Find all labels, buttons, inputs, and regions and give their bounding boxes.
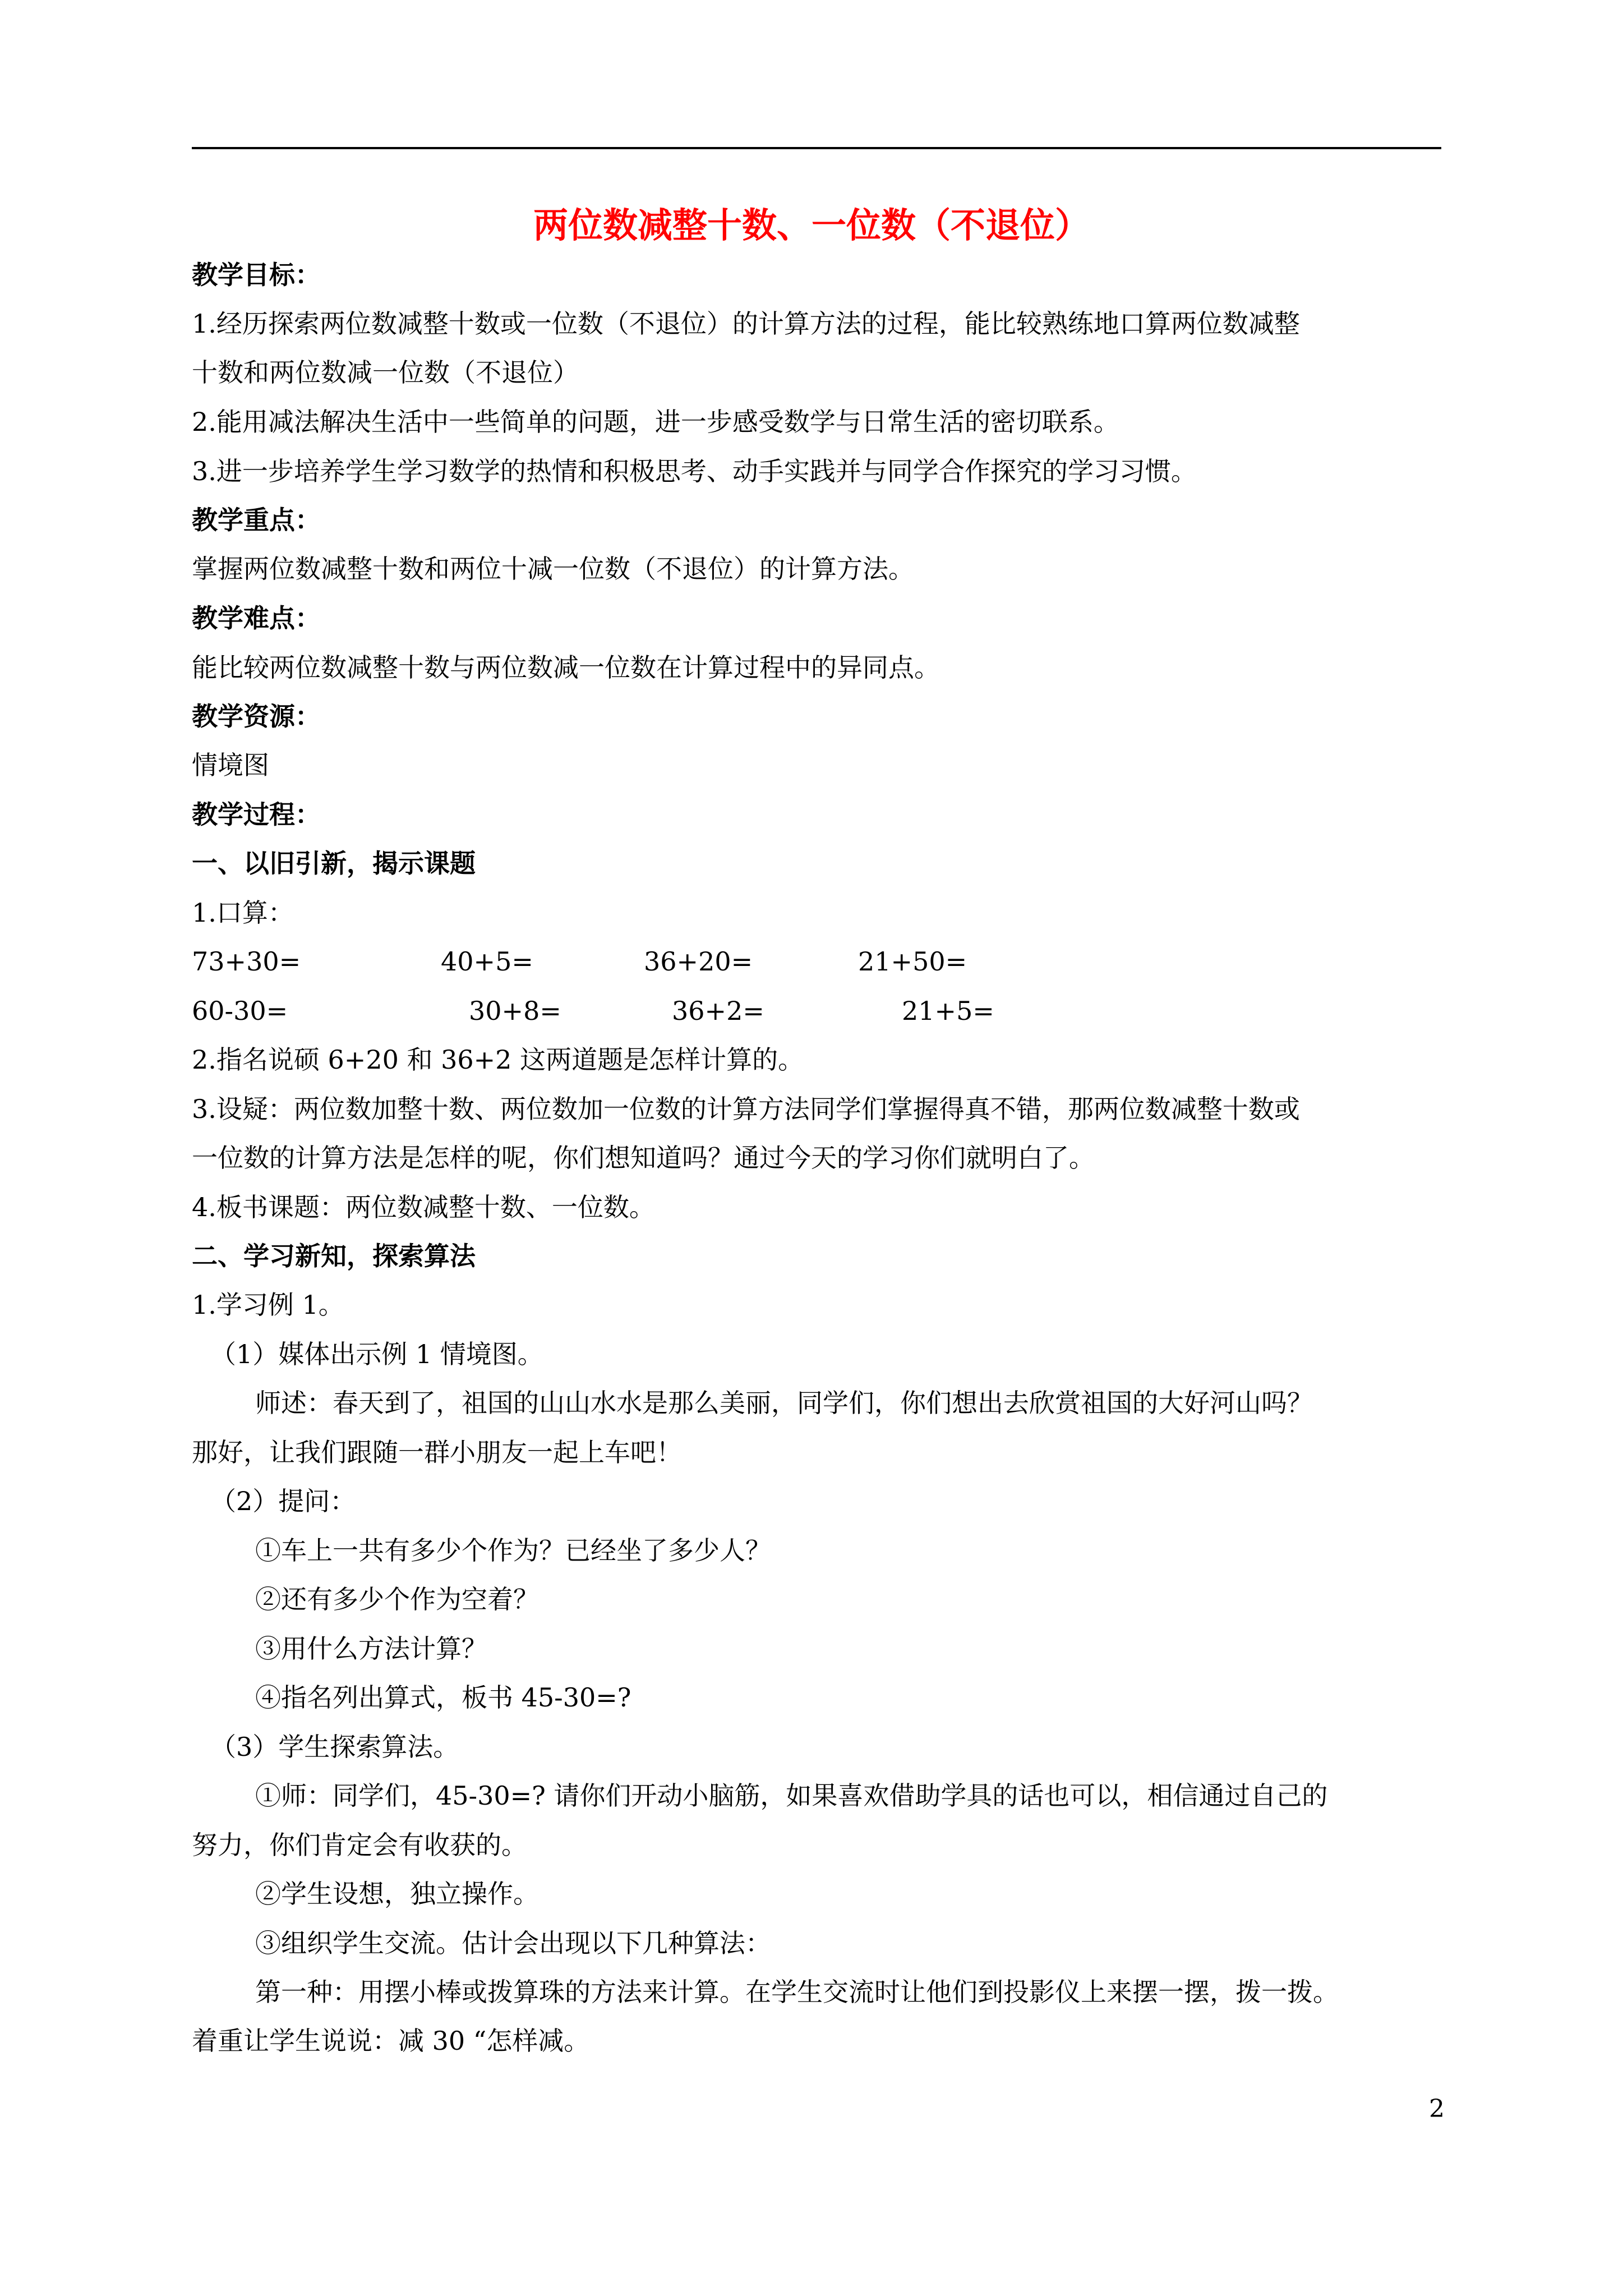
part1-heading: 一、以旧引新，揭示课题 — [192, 848, 476, 878]
explore-1-line-1: ①师：同学们，45-30=? 请你们开动小脑筋，如果喜欢借助学具的话也可以，相信通过自己的 — [255, 1780, 1328, 1811]
page-title: 两位数减整十数、一位数（不退位） — [533, 205, 1090, 246]
part2-item-1: 1.学习例 1。 — [192, 1290, 344, 1320]
process-heading: 教学过程： — [192, 799, 321, 830]
teacher-narration-line-1: 师述：春天到了，祖国的山山水水是那么美丽，同学们，你们想出去欣赏祖国的大好河山吗？ — [255, 1388, 1313, 1418]
question-3: ③用什么方法计算？ — [255, 1634, 487, 1664]
goal-1-line-1: 1.经历探索两位数减整十数或一位数（不退位）的计算方法的过程，能比较熟练地口算两位数减整 — [192, 309, 1300, 339]
question-4: ④指名列出算式，板书 45-30=? — [255, 1682, 631, 1713]
key-text: 掌握两位数减整十数和两位十减一位数（不退位）的计算方法。 — [192, 554, 914, 584]
header-rule — [192, 147, 1441, 149]
goals-heading: 教学目标： — [192, 260, 321, 290]
explore-2: ②学生设想，独立操作。 — [255, 1879, 539, 1909]
part2-step-1: （1）媒体出示例 1 情境图。 — [210, 1339, 543, 1369]
resources-text: 情境图 — [192, 750, 269, 780]
part2-step-3: （3）学生探索算法。 — [210, 1732, 459, 1762]
part1-item-3-line-2: 一位数的计算方法是怎样的呢，你们想知道吗？通过今天的学习你们就明白了。 — [192, 1143, 1095, 1173]
difficulty-heading: 教学难点： — [192, 603, 321, 633]
oral-row1-item: 21+50= — [858, 946, 967, 977]
key-heading: 教学重点： — [192, 505, 321, 535]
oral-row1-item: 40+5= — [441, 946, 533, 977]
explore-3: ③组织学生交流。估计会出现以下几种算法： — [255, 1928, 771, 1958]
page-number: 2 — [1429, 2095, 1445, 2123]
part1-item-3-line-1: 3.设疑：两位数加整十数、两位数加一位数的计算方法同学们掌握得真不错，那两位数减整十数或 — [192, 1094, 1300, 1124]
method-1-line-1: 第一种：用摆小棒或拨算珠的方法来计算。在学生交流时让他们到投影仪上来摆一摆，拨一拨。 — [255, 1977, 1339, 2007]
part1-item-4: 4.板书课题：两位数减整十数、一位数。 — [192, 1192, 655, 1222]
explore-1-line-2: 努力，你们肯定会有收获的。 — [192, 1830, 527, 1860]
oral-row2-item: 30+8= — [469, 996, 561, 1026]
difficulty-text: 能比较两位数减整十数与两位数减一位数在计算过程中的异同点。 — [192, 652, 940, 683]
goal-3: 3.进一步培养学生学习数学的热情和积极思考、动手实践并与同学合作探究的学习习惯。 — [192, 456, 1197, 486]
oral-row2-item: 21+5= — [902, 996, 994, 1026]
oral-row1-item: 73+30= — [192, 946, 301, 977]
oral-row2-item: 36+2= — [672, 996, 764, 1026]
goal-1-line-2: 十数和两位数减一位数（不退位） — [192, 357, 579, 388]
oral-row2-item: 60-30= — [192, 996, 288, 1026]
question-2: ②还有多少个作为空着？ — [255, 1584, 539, 1614]
part2-step-2: （2）提问： — [210, 1486, 356, 1516]
goal-2: 2.能用减法解决生活中一些简单的问题，进一步感受数学与日常生活的密切联系。 — [192, 407, 1119, 437]
oral-row1-item: 36+20= — [644, 946, 753, 977]
part2-heading: 二、学习新知，探索算法 — [192, 1241, 476, 1271]
resources-heading: 教学资源： — [192, 701, 321, 731]
teacher-narration-line-2: 那好，让我们跟随一群小朋友一起上车吧！ — [192, 1437, 682, 1467]
method-1-line-2: 着重让学生说说：减 30 “怎样减。 — [192, 2026, 590, 2056]
part1-item-2: 2.指名说硕 6+20 和 36+2 这两道题是怎样计算的。 — [192, 1045, 804, 1075]
oral-calc-label: 1.口算： — [192, 898, 294, 928]
question-1: ①车上一共有多少个作为？已经坐了多少人？ — [255, 1535, 771, 1566]
